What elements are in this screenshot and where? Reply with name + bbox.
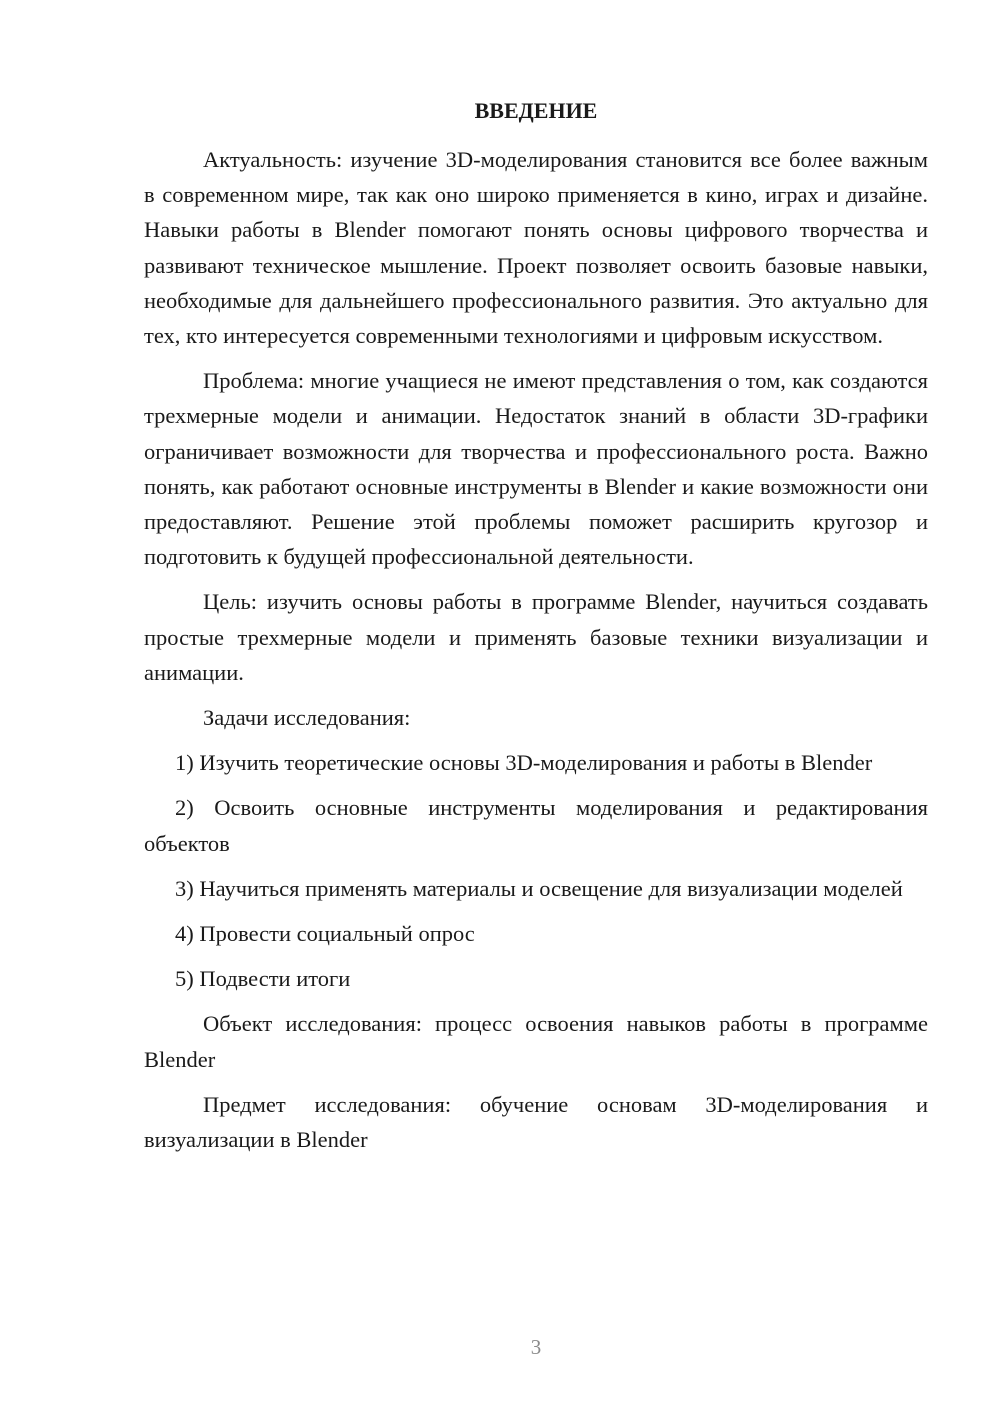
task-item-2: 2) Освоить основные инструменты моделирования и редактирования объектов xyxy=(144,795,928,856)
paragraph-object: Объект исследования: процесс освоения навыков работы в программе Blender xyxy=(144,1011,928,1072)
task-item-1: 1) Изучить теоретические основы 3D-моделирования и работы в Blender xyxy=(175,750,873,776)
paragraph-problem: Проблема: многие учащиеся не имеют представления о том, как создаются трехмерные модели и анимации. Недостаток знаний в области 3D-графики ограничивает возможности для творчества и профессионального роста. Важно понять, как работают основные инструменты в Blender и какие возможности они предоставляют. Решение этой проблемы поможет расширить кругозор и подготовить к будущей профессиональной деятельности. xyxy=(144,368,928,570)
task-item-4: 4) Провести социальный опрос xyxy=(175,921,475,947)
paragraph-subject: Предмет исследования: обучение основам 3D-моделирования и визуализации в Blender xyxy=(144,1091,928,1153)
task-item-5: 5) Подвести итоги xyxy=(175,966,351,992)
page-title: ВВЕДЕНИЕ xyxy=(474,98,598,123)
page-number: 3 xyxy=(530,1335,542,1359)
document-body xyxy=(144,142,928,1167)
document-page xyxy=(144,0,928,1414)
task-item-3: 3) Научиться применять материалы и освещение для визуализации моделей xyxy=(175,875,903,901)
paragraph-relevance: Актуальность: изучение 3D-моделирования становится все более важным в современном мире, так как оно широко применяется в кино, играх и дизайне. Навыки работы в Blender помогают понять основы цифрового творчества и развивают техническое мышление. Проект позволяет освоить базовые навыки, необходимые для дальнейшего профессионального развития. Это актуально для тех, кто интересуется современными технологиями и цифровым искусством. xyxy=(144,147,928,349)
paragraph-goal: Цель: изучить основы работы в программе Blender, научиться создавать простые трехмерные модели и применять базовые техники визуализации и анимации. xyxy=(144,589,928,685)
tasks-heading: Задачи исследования: xyxy=(203,705,411,731)
